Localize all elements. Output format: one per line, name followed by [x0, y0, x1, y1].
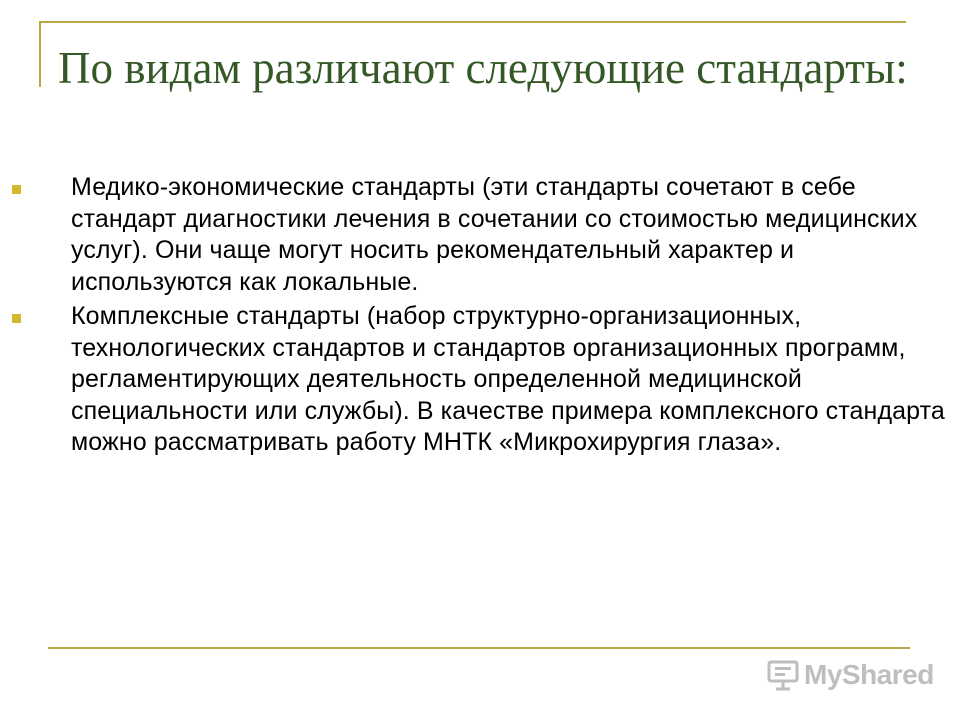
slide-frame-left-line — [39, 21, 41, 87]
bullet-text: Комплексные стандарты (набор структурно-организационных, технологических стандартов и стандартов организационных программ, регламентирующих деятельность определенной медицинской специальности или службы). В качестве примера комплексного стандарта можно рассматривать работу МНТК «Микрохирургия глаза». — [71, 302, 945, 456]
slide-title: По видам различают следующие стандарты: — [58, 43, 908, 93]
bullet-square-icon — [12, 185, 21, 194]
bullet-item — [0, 172, 960, 298]
bullet-item — [0, 301, 960, 459]
bullet-list — [0, 172, 960, 462]
slide-frame-bottom-line — [48, 647, 910, 649]
myshared-watermark — [766, 657, 934, 693]
bullet-text: Медико-экономические стандарты (эти стандарты сочетают в себе стандарт диагностики лечения в сочетании со стоимостью медицинских услуг). Они чаще могут носить рекомендательный характер и используются как локальные. — [71, 173, 918, 296]
bullet-square-icon — [12, 314, 21, 323]
presentation-board-icon — [766, 658, 800, 692]
slide-frame-top-line — [39, 21, 906, 23]
watermark-text: MyShared — [804, 659, 934, 690]
